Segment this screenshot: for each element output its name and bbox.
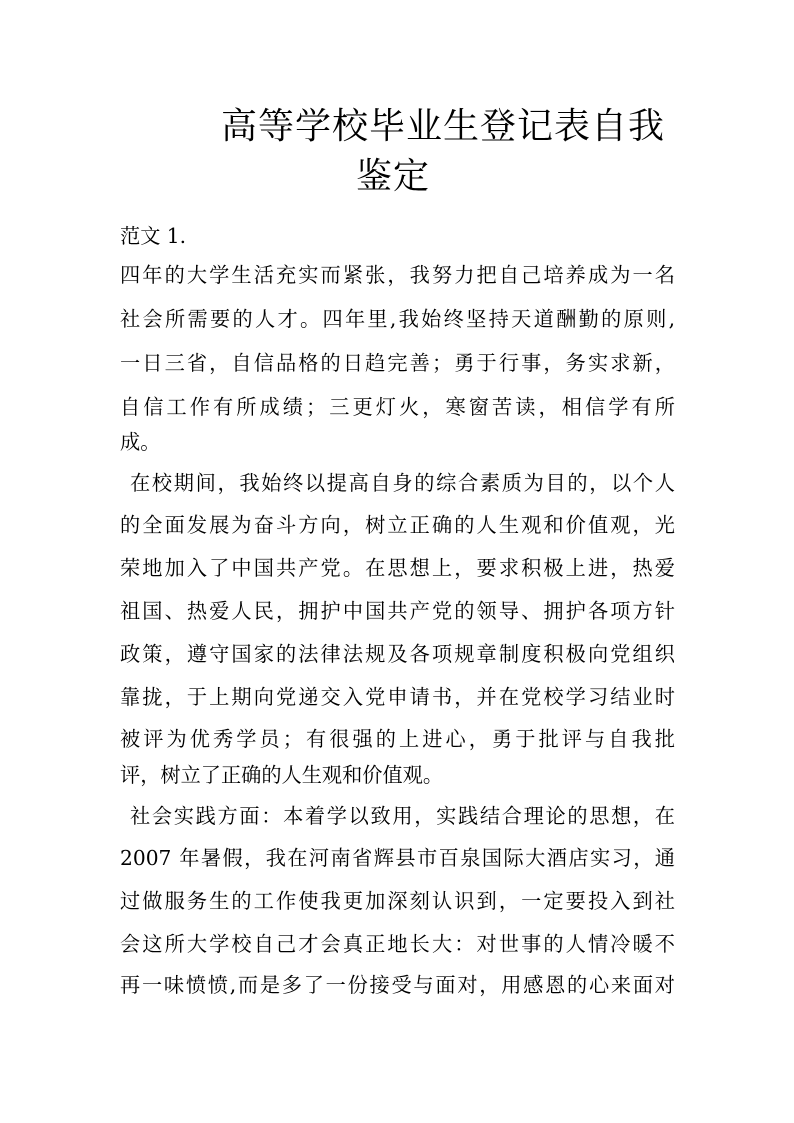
paragraph-line: 祖国、热爱人民，拥护中国共产党的领导、拥护各项方针: [120, 599, 675, 623]
paragraph-line: 被评为优秀学员；有很强的上进心，勇于批评与自我批: [120, 727, 675, 751]
paragraph-line: 的全面发展为奋斗方向，树立正确的人生观和价值观，光: [120, 513, 675, 537]
paragraph-line: 再一味愤愤,而是多了一份接受与面对，用感恩的心来面对: [120, 973, 675, 997]
paragraph-line: 2007 年暑假，我在河南省辉县市百泉国际大酒店实习，通: [120, 846, 675, 870]
paragraph-line: 成。: [120, 430, 161, 454]
paragraph-line: 靠拢，于上期向党递交入党申请书，并在党校学习结业时: [120, 685, 675, 709]
document-title-line-2: 鉴定: [356, 156, 431, 197]
paragraph-line: 社会所需要的人才。四年里,我始终坚持天道酬勤的原则,: [120, 307, 675, 331]
paragraph-line: 社会实践方面：本着学以致用，实践结合理论的思想，在: [130, 804, 675, 828]
paragraph-line: 自信工作有所成绩；三更灯火，寒窗苦读，相信学有所: [120, 395, 675, 419]
paragraph-line: 一日三省，自信品格的日趋完善；勇于行事，务实求新，: [120, 351, 675, 375]
paragraph-line: 四年的大学生活充实而紧张，我努力把自己培养成为一名: [120, 263, 675, 287]
paragraph-line: 荣地加入了中国共产党。在思想上，要求积极上进，热爱: [120, 556, 675, 580]
section-heading: 范文 1.: [120, 224, 187, 248]
paragraph-line: 会这所大学校自己才会真正地长大：对世事的人情冷暖不: [120, 932, 675, 956]
paragraph-line: 在校期间，我始终以提高自身的综合素质为目的，以个人: [130, 471, 675, 495]
paragraph-line: 政策，遵守国家的法律法规及各项规章制度积极向党组织: [120, 642, 675, 666]
paragraph-line: 评，树立了正确的人生观和价值观。: [120, 763, 444, 787]
document-title-line-1: 高等学校毕业生登记表自我: [220, 106, 665, 147]
paragraph-line: 过做服务生的工作使我更加深刻认识到，一定要投入到社: [120, 889, 675, 913]
